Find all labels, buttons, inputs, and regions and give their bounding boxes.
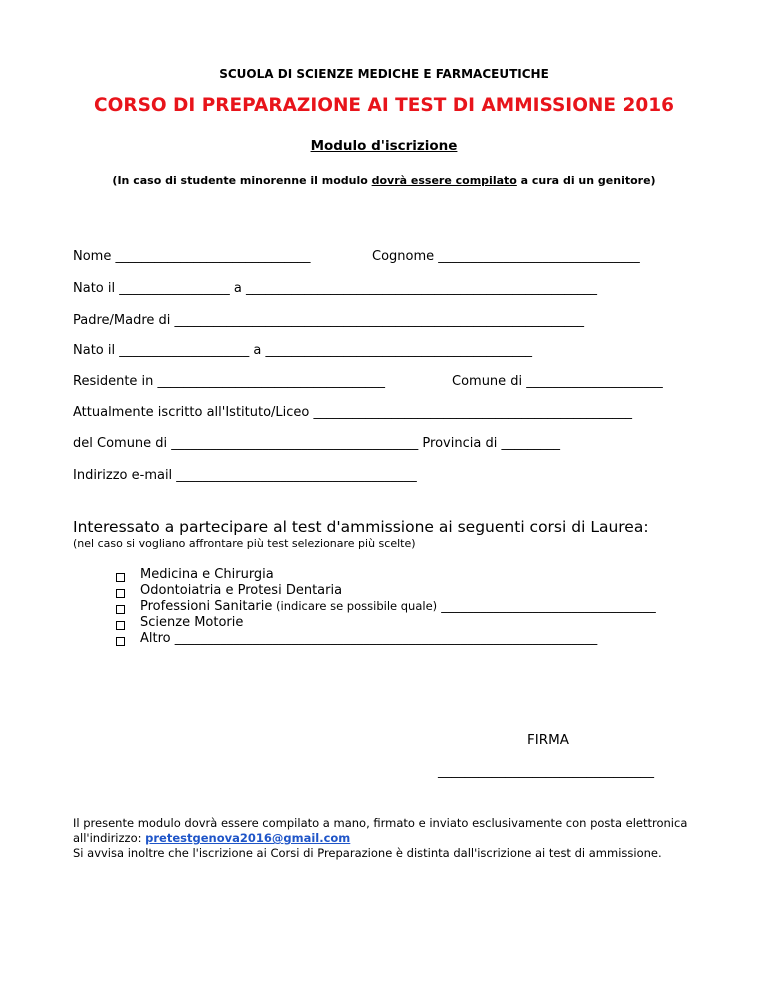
field-istituto[interactable]: Attualmente iscritto all'Istituto/Liceo _________________________________________________	[73, 405, 633, 420]
option-medicina	[140, 567, 274, 582]
checkbox-medicina[interactable]	[116, 573, 125, 582]
field-residente[interactable]: Residente in ___________________________________	[73, 374, 386, 389]
footer-line-3: Si avvisa inoltre che l'iscrizione ai Corsi di Preparazione è distinta dall'iscrizione ai test di ammissione.	[73, 846, 662, 860]
option-scienze-motorie	[140, 615, 243, 630]
field-comune[interactable]: Comune di _____________________	[452, 374, 663, 389]
note-text-post: a cura di un genitore)	[516, 174, 656, 187]
checkbox-altro[interactable]	[116, 637, 125, 646]
option-label: Professioni Sanitarie	[140, 599, 273, 614]
option-label: Odontoiatria e Protesi Dentaria	[140, 583, 343, 598]
field-cognome[interactable]: Cognome _______________________________	[372, 249, 640, 264]
footer-line-2	[73, 831, 687, 846]
guardian-note	[0, 174, 768, 187]
note-text-underlined: dovrà essere compilato	[371, 174, 517, 187]
checkbox-odontoiatria[interactable]	[116, 589, 125, 598]
option-odontoiatria	[140, 583, 342, 598]
option-altro	[140, 631, 597, 646]
footer-line-1: Il presente modulo dovrà essere compilato a mano, firmato e inviato esclusivamente con posta elettronica	[73, 816, 688, 830]
courses-heading: Interessato a partecipare al test d'ammissione ai seguenti corsi di Laurea:	[73, 518, 649, 536]
signature-line[interactable]: ________________________________	[438, 763, 654, 779]
field-del-comune[interactable]: del Comune di ______________________________________ Provincia di _________	[73, 436, 560, 451]
checkbox-professioni-sanitarie[interactable]	[116, 605, 125, 614]
field-nato-il-1[interactable]: Nato il _________________ a ______________________________________________________	[73, 281, 597, 296]
option-label: Scienze Motorie	[140, 615, 244, 630]
footer-notice	[73, 816, 687, 861]
option-hint: (indicare se possibile quale)	[272, 599, 438, 613]
checkbox-scienze-motorie[interactable]	[116, 621, 125, 630]
option-professioni-sanitarie	[140, 599, 656, 614]
option-fill-line[interactable]: _________________________________	[437, 599, 656, 614]
field-nome[interactable]: Nome ______________________________	[73, 249, 311, 264]
field-email[interactable]: Indirizzo e-mail _____________________________________	[73, 468, 417, 483]
signature-label: FIRMA	[527, 732, 570, 748]
contact-email-link[interactable]: pretestgenova2016@gmail.com	[145, 831, 351, 845]
form-title: Modulo d'iscrizione	[310, 138, 458, 154]
option-fill-line[interactable]: _________________________________________________________________	[170, 631, 598, 646]
note-text-pre: (In caso di studente minorenne il modulo	[112, 174, 372, 187]
option-label: Altro	[140, 631, 171, 646]
course-title: CORSO DI PREPARAZIONE AI TEST DI AMMISSIONE 2016	[94, 95, 674, 116]
school-name: SCUOLA DI SCIENZE MEDICHE E FARMACEUTICHE	[219, 67, 549, 81]
courses-subheading: (nel caso si vogliano affrontare più test selezionare più scelte)	[73, 537, 416, 550]
option-label: Medicina e Chirurgia	[140, 567, 274, 582]
field-padre-madre[interactable]: Padre/Madre di _______________________________________________________________	[73, 313, 585, 328]
field-nato-il-2[interactable]: Nato il ____________________ a _________________________________________	[73, 343, 532, 358]
footer-line-2-pre: all'indirizzo:	[73, 831, 146, 845]
